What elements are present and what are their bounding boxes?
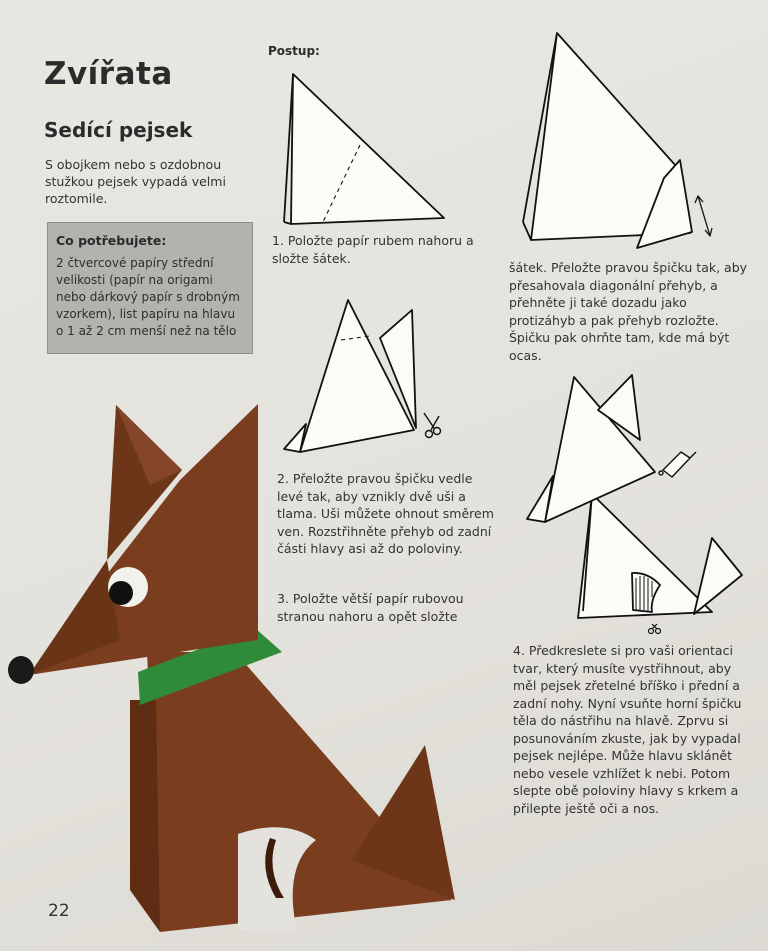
scissors-icon <box>424 413 441 438</box>
step-2-text: 2. Přeložte pravou špičku vedle levé tak, aby vznikly dvě uši a tlama. Uši můžete ohnout směrem ven. Rozstřihněte přehyb od zadní části hlavy asi až do poloviny. <box>277 471 494 556</box>
diagram-step-2 <box>284 300 441 452</box>
dog-nose <box>8 656 34 684</box>
page-title: Zvířata <box>44 56 173 92</box>
step-4-text: 4. Předkreslete si pro vaši orientaci tvar, který musíte vystřihnout, aby měl pejsek zřetelné bříško i přední a zadní nohy. Nyní vsuňte horní špičku těla do nástřihu na hlavě. Zprvu si posunováním zkuste, jak by vypadal pejsek nejlépe. Může hlavu sklánět nebo vesele vzhlížet k nebi. Potom slepte obě poloviny hlavy s krkem a přilepte ještě oči a nos. <box>513 643 742 816</box>
materials-text: 2 čtvercové papíry střední velikosti (papír na origami nebo dárkový papír s drobným vzorkem), list papíru na hlavu o 1 až 2 cm menší než na tělo <box>56 256 240 338</box>
paper-dog-illustration <box>8 404 455 932</box>
page-subtitle: Sedící pejsek <box>44 118 193 142</box>
intro-text: S obojkem nebo s ozdobnou stužkou pejsek vypadá velmi roztomile. <box>45 157 226 206</box>
diagram-step-4 <box>527 375 742 634</box>
procedure-heading: Postup: <box>268 44 320 58</box>
diagram-step-3 <box>523 33 712 248</box>
step-3-continued-text: šátek. Přeložte pravou špičku tak, aby přesahovala diagonální přehyb, a přehněte ji také dozadu jako protizáhyb a pak přehyb rozložte. Špičku pak ohrňte tam, kde má být ocas. <box>509 260 748 363</box>
step-3-text: 3. Položte větší papír rubovou stranou nahoru a opět složte <box>277 591 464 624</box>
materials-heading: Co potřebujete: <box>56 233 167 248</box>
dog-pupil <box>109 581 133 605</box>
scissors-icon-small <box>649 624 661 634</box>
step-1-text: 1. Položte papír rubem nahoru a složte šátek. <box>272 233 474 266</box>
diagram-step-1 <box>284 74 444 224</box>
page-number: 22 <box>48 901 70 921</box>
dog-body-side <box>130 700 160 932</box>
double-arrow-icon <box>695 196 712 236</box>
glue-icon <box>659 452 696 477</box>
